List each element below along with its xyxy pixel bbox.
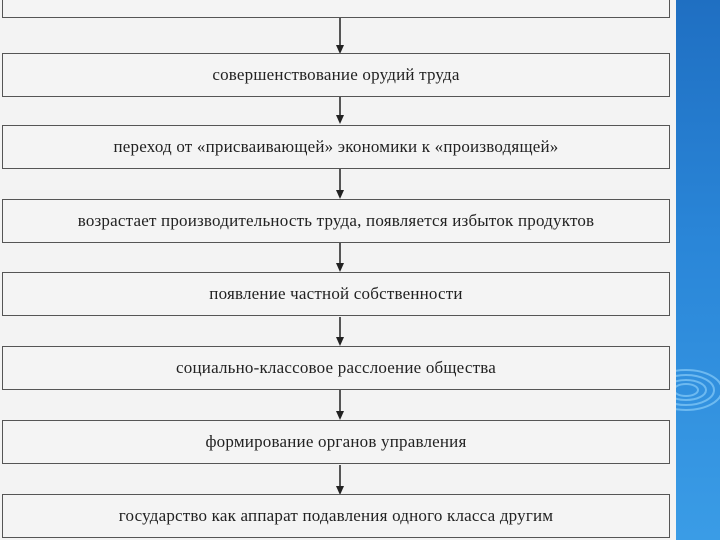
flow-arrow-icon [335, 18, 345, 54]
flow-step-state-apparatus: государство как аппарат подавления одного класса другим [2, 494, 670, 538]
flow-step-productivity: возрастает производительность труда, появляется избыток продуктов [2, 199, 670, 243]
flow-step-class-stratification: социально-классовое расслоение общества [2, 346, 670, 390]
flow-arrow-icon [335, 96, 345, 124]
flow-step-private-property: появление частной собственности [2, 272, 670, 316]
flow-arrow-icon [335, 243, 345, 272]
flow-arrow-icon [335, 169, 345, 199]
flow-box-previous [2, 0, 670, 18]
flow-arrow-icon [335, 317, 345, 346]
flow-step-economy-transition: переход от «присваивающей» экономики к «производящей» [2, 125, 670, 169]
decorative-side-bar [676, 0, 720, 540]
flow-arrow-icon [335, 465, 345, 495]
swirl-decoration-icon [676, 350, 720, 430]
flow-arrow-icon [335, 390, 345, 420]
flow-step-governing-bodies: формирование органов управления [2, 420, 670, 464]
flow-step-tools: совершенствование орудий труда [2, 53, 670, 97]
